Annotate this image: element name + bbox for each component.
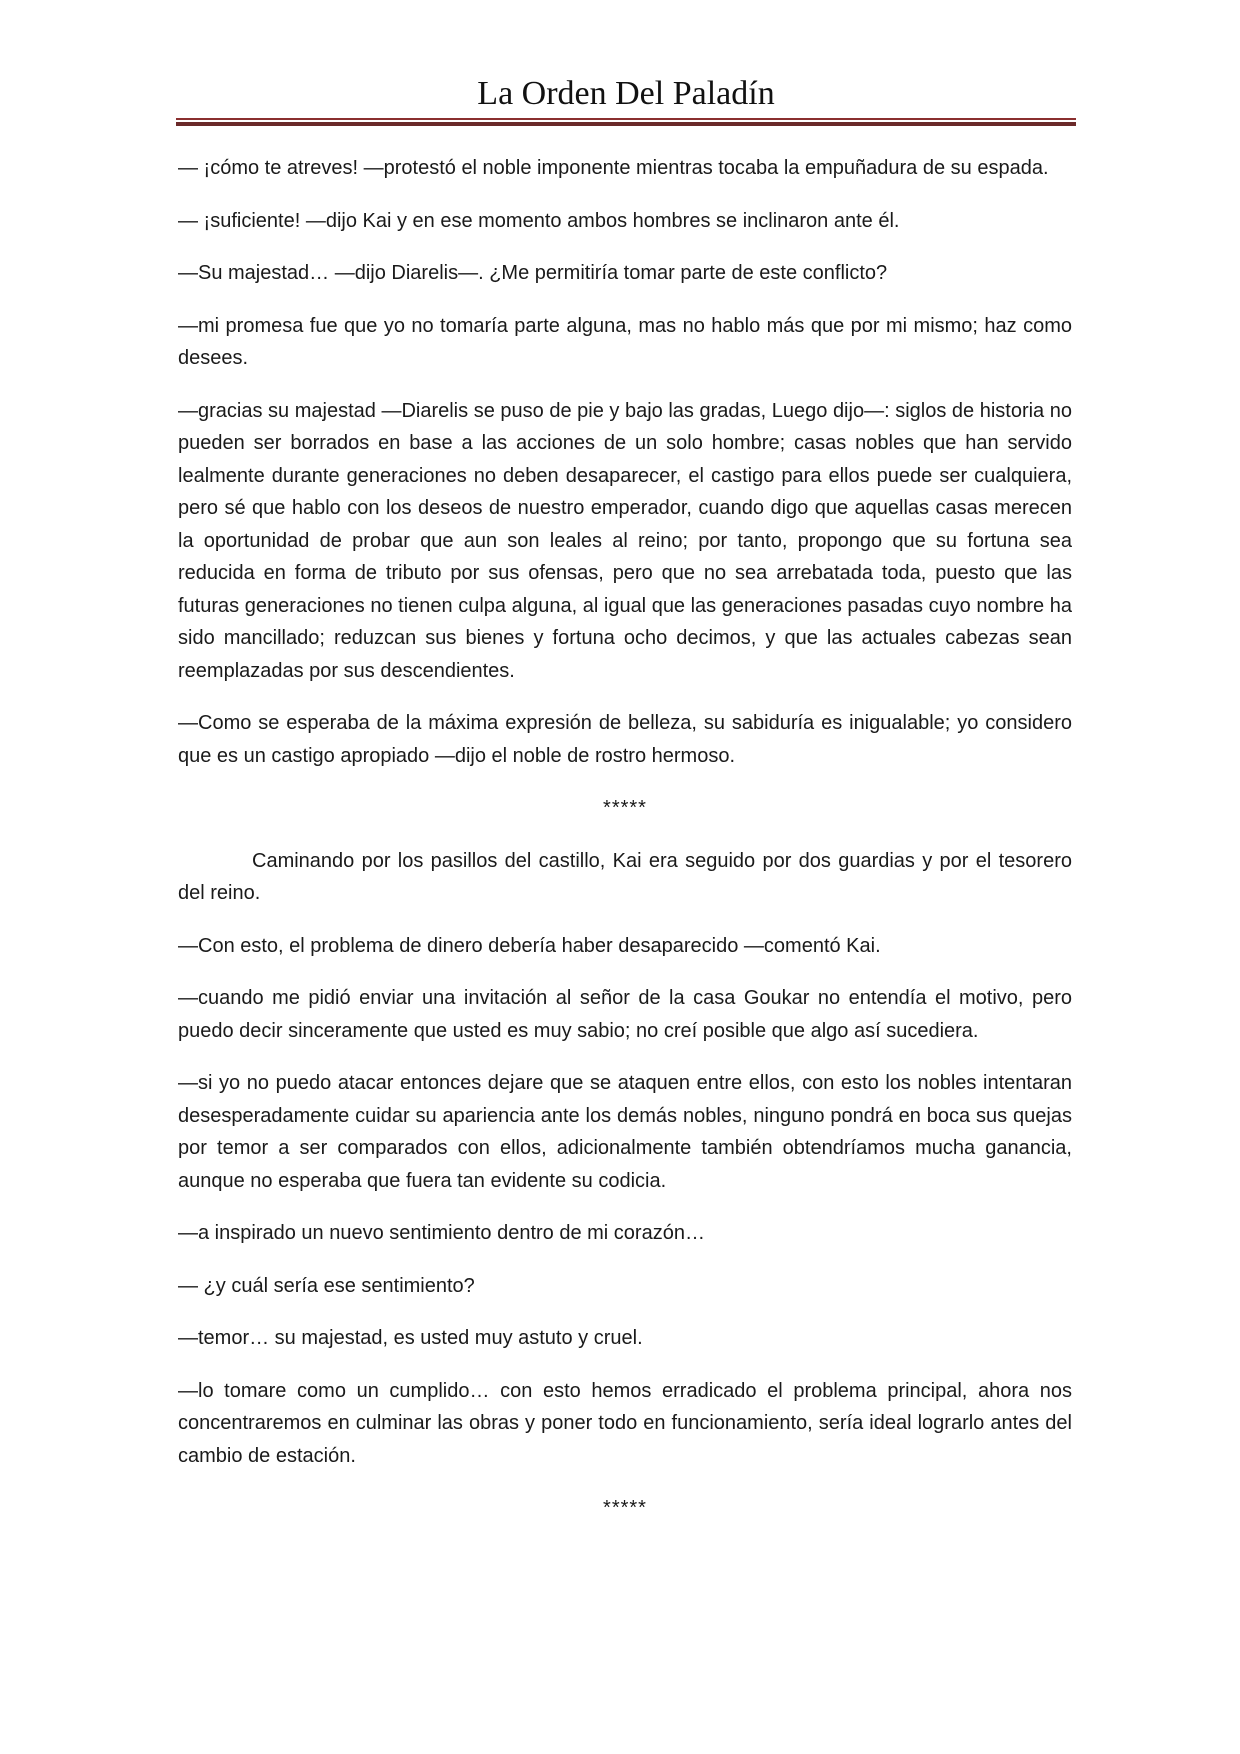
paragraph: —mi promesa fue que yo no tomaría parte alguna, mas no hablo más que por mi mismo; haz como desees. xyxy=(178,314,1072,369)
paragraph: —Como se esperaba de la máxima expresión de belleza, su sabiduría es inigualable; yo considero que es un castigo apropiado —dijo el noble de rostro hermoso. xyxy=(178,712,1072,767)
paragraph-indented: Caminando por los pasillos del castillo, Kai era seguido por dos guardias y por el tesorero del reino. xyxy=(178,849,1072,904)
paragraph: —si yo no puedo atacar entonces dejare que se ataquen entre ellos, con esto los nobles intentaran desesperadamente cuidar su apariencia ante los demás nobles, ninguno pondrá en boca sus quejas por temor a ser comparados con ellos, adicionalmente también obtendríamos mucha ganancia, aunque no esperaba que fuera tan evidente su codicia. xyxy=(178,1072,1072,1192)
paragraph: —gracias su majestad —Diarelis se puso de pie y bajo las gradas, Luego dijo—: siglos de historia no pueden ser borrados en base a las acciones de un solo hombre; casas nobles que han servido lealmente durante generaciones no deben desaparecer, el castigo para ellos puede ser cualquiera, pero sé que hablo con los deseos de nuestro emperador, cuando digo que aquellas casas merecen la oportunidad de probar que aun son leales al reino; por tanto, propongo que su fortuna sea reducida en forma de tributo por sus ofensas, pero que no sea arrebatada toda, puesto que las futuras generaciones no tienen culpa alguna, al igual que las generaciones pasadas cuyo nombre ha sido mancillado; reduzcan sus bienes y fortuna ocho decimos, y que las actuales cabezas sean reemplazadas por sus descendientes. xyxy=(178,399,1072,682)
paragraph: — ¿y cuál sería ese sentimiento? xyxy=(178,1274,475,1297)
header-divider-thick-line xyxy=(176,122,1076,126)
paragraph: — ¡suficiente! —dijo Kai y en ese momento ambos hombres se inclinaron ante él. xyxy=(178,209,900,232)
paragraph: — ¡cómo te atreves! —protestó el noble imponente mientras tocaba la empuñadura de su espada. xyxy=(178,157,1049,179)
paragraph: —cuando me pidió enviar una invitación al señor de la casa Goukar no entendía el motivo, pero puedo decir sinceramente que usted es muy sabio; no creí posible que algo así sucediera. xyxy=(178,987,1072,1042)
document-body xyxy=(178,152,1072,1545)
paragraph: —Su majestad… —dijo Diarelis—. ¿Me permitiría tomar parte de este conflicto? xyxy=(178,262,888,284)
paragraph: —temor… su majestad, es usted muy astuto y cruel. xyxy=(178,1327,643,1349)
scene-separator: ***** xyxy=(603,797,647,819)
page-title: La Orden Del Paladín xyxy=(477,75,775,112)
header-divider xyxy=(176,118,1076,126)
scene-separator: ***** xyxy=(603,1497,647,1519)
paragraph: —lo tomare como un cumplido… con esto hemos erradicado el problema principal, ahora nos concentraremos en culminar las obras y poner todo en funcionamiento, sería ideal lograrlo antes del cambio de estación. xyxy=(178,1379,1072,1467)
page-header xyxy=(176,72,1076,116)
paragraph: —a inspirado un nuevo sentimiento dentro de mi corazón… xyxy=(178,1222,705,1244)
paragraph: —Con esto, el problema de dinero debería haber desaparecido —comentó Kai. xyxy=(178,934,881,957)
